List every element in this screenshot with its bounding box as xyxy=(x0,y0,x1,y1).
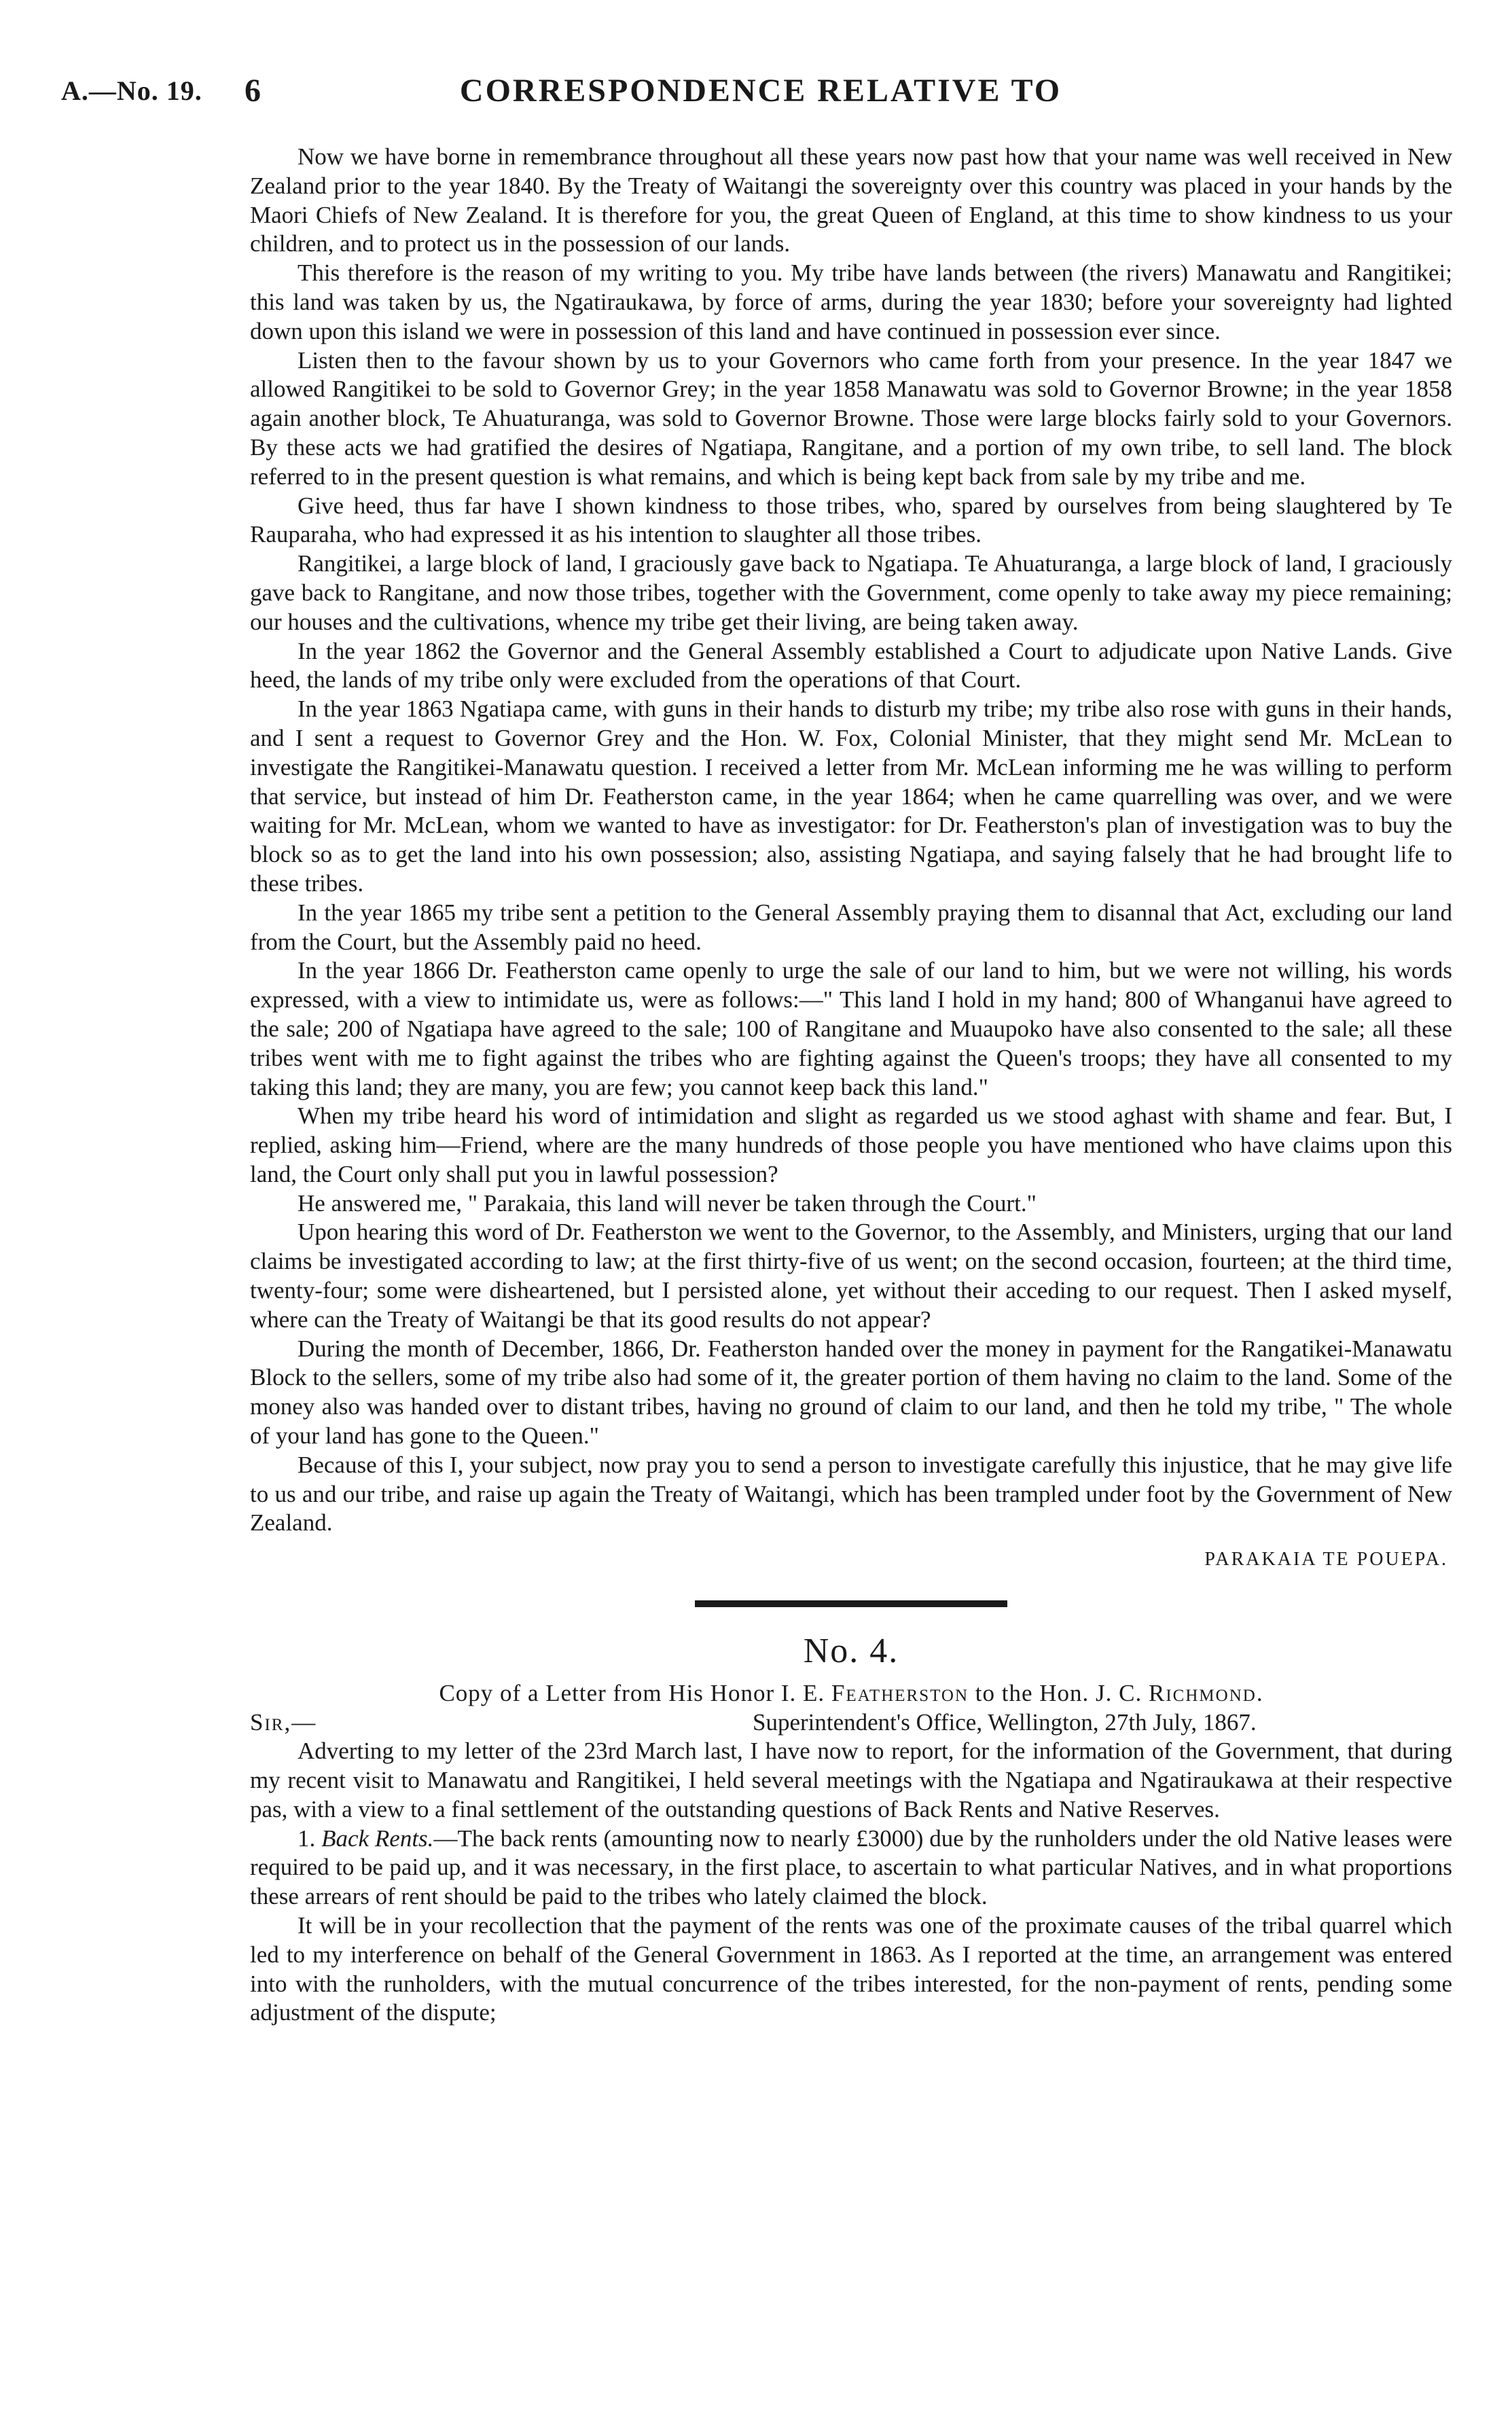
sender-address: Superintendent's Office, Wellington, 27th July, 1867. xyxy=(753,1709,1257,1736)
letter-paragraph: In the year 1863 Ngatiapa came, with guns in their hands to disturb my tribe; my tribe also rose with guns in their hands, and I sent a request to Governor Grey and the Hon. W. Fox, Colonial Minister, that they might send Mr. McLean to investigate the Rangitikei-Manawatu question. I received a letter from Mr. McLean informing me he was willing to perform that service, but instead of him Dr. Featherston came, in the year 1864; when he came quarrelling was over, and we were waiting for Mr. McLean, whom we wanted to have as investigator: for Dr. Featherston's plan of investigation was to buy the block so as to get the land into his own possession; also, assisting Ngatiapa, and saying falsely that he had brought life to these tribes. xyxy=(250,696,1452,897)
report-paragraph xyxy=(250,1825,1452,1911)
letter-paragraph: This therefore is the reason of my writing to you. My tribe have lands between (the rivers) Manawatu and Rangitikei; this land was taken by us, the Ngatiraukawa, by force of arms, during the year 1830; before your sovereignty had lighted down upon this island we were in possession of this land and have continued in possession ever since. xyxy=(250,259,1452,344)
sender-name: Featherston xyxy=(831,1680,969,1707)
item-text: —The back rents (amounting now to nearly £3000) due by the runholders under the old Native leases were required to be paid up, and it was necessary, in the first place, to ascertain to what particular Natives, and in what proportions these arrears of rent should be paid to the tribes who lately claimed the block. xyxy=(250,1825,1452,1910)
letter-paragraph: Rangitikei, a large block of land, I graciously gave back to Ngatiapa. Te Ahuaturanga, a large block of land, I graciously gave back to Rangitane, and now those tribes, together with the Government, come openly to take away my piece remaining; our houses and the cultivations, whence my tribe get their living, are being taken away. xyxy=(250,550,1452,635)
caption-text: Copy of a Letter from His Honor I. E. xyxy=(439,1680,831,1707)
running-title: CORRESPONDENCE RELATIVE TO xyxy=(459,73,1062,109)
letter-paragraph: Because of this I, your subject, now pray you to send a person to investigate carefully this injustice, that he may give life to us and our tribe, and raise up again the Treaty of Waitangi, which has been trampled under foot by the Government of New Zealand. xyxy=(250,1451,1452,1537)
letter-paragraph: During the month of December, 1866, Dr. Featherston handed over the money in payment for the Rangatikei-Manawatu Block to the sellers, some of my tribe also had some of it, the greater portion of them having no claim to the land. Some of the money also was handed over to distant tribes, having no ground of claim to our land, and then he told my tribe, " The whole of your land has gone to the Queen." xyxy=(250,1335,1452,1450)
document-no-4 xyxy=(250,1630,1452,2028)
salutation-row xyxy=(250,1708,1452,1737)
letter-body xyxy=(250,143,1452,1573)
letter-paragraph: In the year 1866 Dr. Featherston came openly to urge the sale of our land to him, but we were not willing, his words expressed, with a view to intimidate us, were as follows:—" This land I hold in my hand; 800 of Whanganui have agreed to the sale; 200 of Ngatiapa have agreed to the sale; 100 of Rangitane and Muaupoko have also consented to the sale; all these tribes went with me to fight against the tribes who are fighting against the Queen's troops; they have all consented to my taking this land; they are many, you are few; you cannot keep back this land." xyxy=(250,957,1452,1100)
letter-paragraph: In the year 1865 my tribe sent a petition to the General Assembly praying them to disannal that Act, excluding our land from the Court, but the Assembly paid no heed. xyxy=(250,899,1452,955)
paper-reference: A.—No. 19. xyxy=(61,75,202,106)
letter-paragraph: In the year 1862 the Governor and the General Assembly established a Court to adjudicate upon Native Lands. Give heed, the lands of my tribe only were excluded from the operations of that Court. xyxy=(250,637,1452,694)
letter-paragraph: He answered me, " Parakaia, this land will never be taken through the Court." xyxy=(298,1189,1037,1217)
caption-text: . xyxy=(1256,1680,1263,1707)
report-paragraph: Adverting to my letter of the 23rd March last, I have now to report, for the information of the Government, that during my recent visit to Manawatu and Rangitikei, I held several meetings with the Ngatiapa and Ngatiraukawa at their respective pas, with a view to a final settlement of the outstanding questions of Back Rents and Native Reserves. xyxy=(250,1738,1452,1822)
letter-paragraph: Now we have borne in remembrance throughout all these years now past how that your name was well received in New Zealand prior to the year 1840. By the Treaty of Waitangi the sovereignty over this country was placed in your hands by the Maori Chiefs of New Zealand. It is therefore for you, the great Queen of England, at this time to show kindness to us your children, and to protect us in the possession of our lands. xyxy=(250,143,1452,257)
section-divider xyxy=(695,1600,1007,1607)
item-number: 1. xyxy=(298,1825,322,1852)
letter-paragraph: Listen then to the favour shown by us to your Governors who came forth from your presence. In the year 1847 we allowed Rangitikei to be sold to Governor Grey; in the year 1858 Manawatu was sold to Governor Browne; in the year 1858 again another block, Te Ahuaturanga, was sold to Governor Browne. Those were large blocks fairly sold to your Governors. By these acts we had gratified the desires of Ngatiapa, Rangitane, and a portion of my own tribe, to sell land. The block referred to in the present question is what remains, and which is being kept back from sale by my tribe and me. xyxy=(250,346,1452,490)
page-number: 6 xyxy=(245,73,261,109)
caption-text: to the Hon. J. C. xyxy=(969,1680,1149,1707)
letter-paragraph: Give heed, thus far have I shown kindness to those tribes, who, spared by ourselves from being slaughtered by Te Rauparaha, who had expressed it as his intention to slaughter all those tribes. xyxy=(250,492,1452,548)
letter-paragraph: When my tribe heard his word of intimidation and slight as regarded us we stood aghast with shame and fear. But, I replied, asking him—Friend, where are the many hundreds of those people you have mentioned who have claims upon this land, the Court only shall put you in lawful possession? xyxy=(250,1102,1452,1187)
letter-caption xyxy=(250,1679,1452,1708)
item-term: Back Rents. xyxy=(321,1825,434,1852)
letter-paragraph: Upon hearing this word of Dr. Featherston we went to the Governor, to the Assembly, and Ministers, urging that our land claims be investigated according to law; at the first thirty-five of us went; on the second occasion, fourteen; at the third time, twenty-four; some were disheartened, but I persisted alone, yet without their acceding to our request. Then I asked myself, where can the Treaty of Waitangi be that its good results do not appear? xyxy=(250,1219,1452,1333)
signature: PARAKAIA TE POUEPA. xyxy=(1204,1549,1448,1570)
document-body xyxy=(250,143,1452,2028)
section-heading: No. 4. xyxy=(803,1632,899,1671)
page-header xyxy=(61,75,1406,115)
report-paragraph: It will be in your recollection that the payment of the rents was one of the proximate causes of the tribal quarrel which led to my interference on behalf of the General Government in 1863. As I reported at the time, an arrangement was entered into with the runholders, with the mutual concurrence of the tribes interested, for the non-payment of rents, pending some adjustment of the dispute; xyxy=(250,1912,1452,2026)
recipient-name: Richmond xyxy=(1149,1680,1257,1707)
salutation: Sir,— xyxy=(250,1709,317,1736)
